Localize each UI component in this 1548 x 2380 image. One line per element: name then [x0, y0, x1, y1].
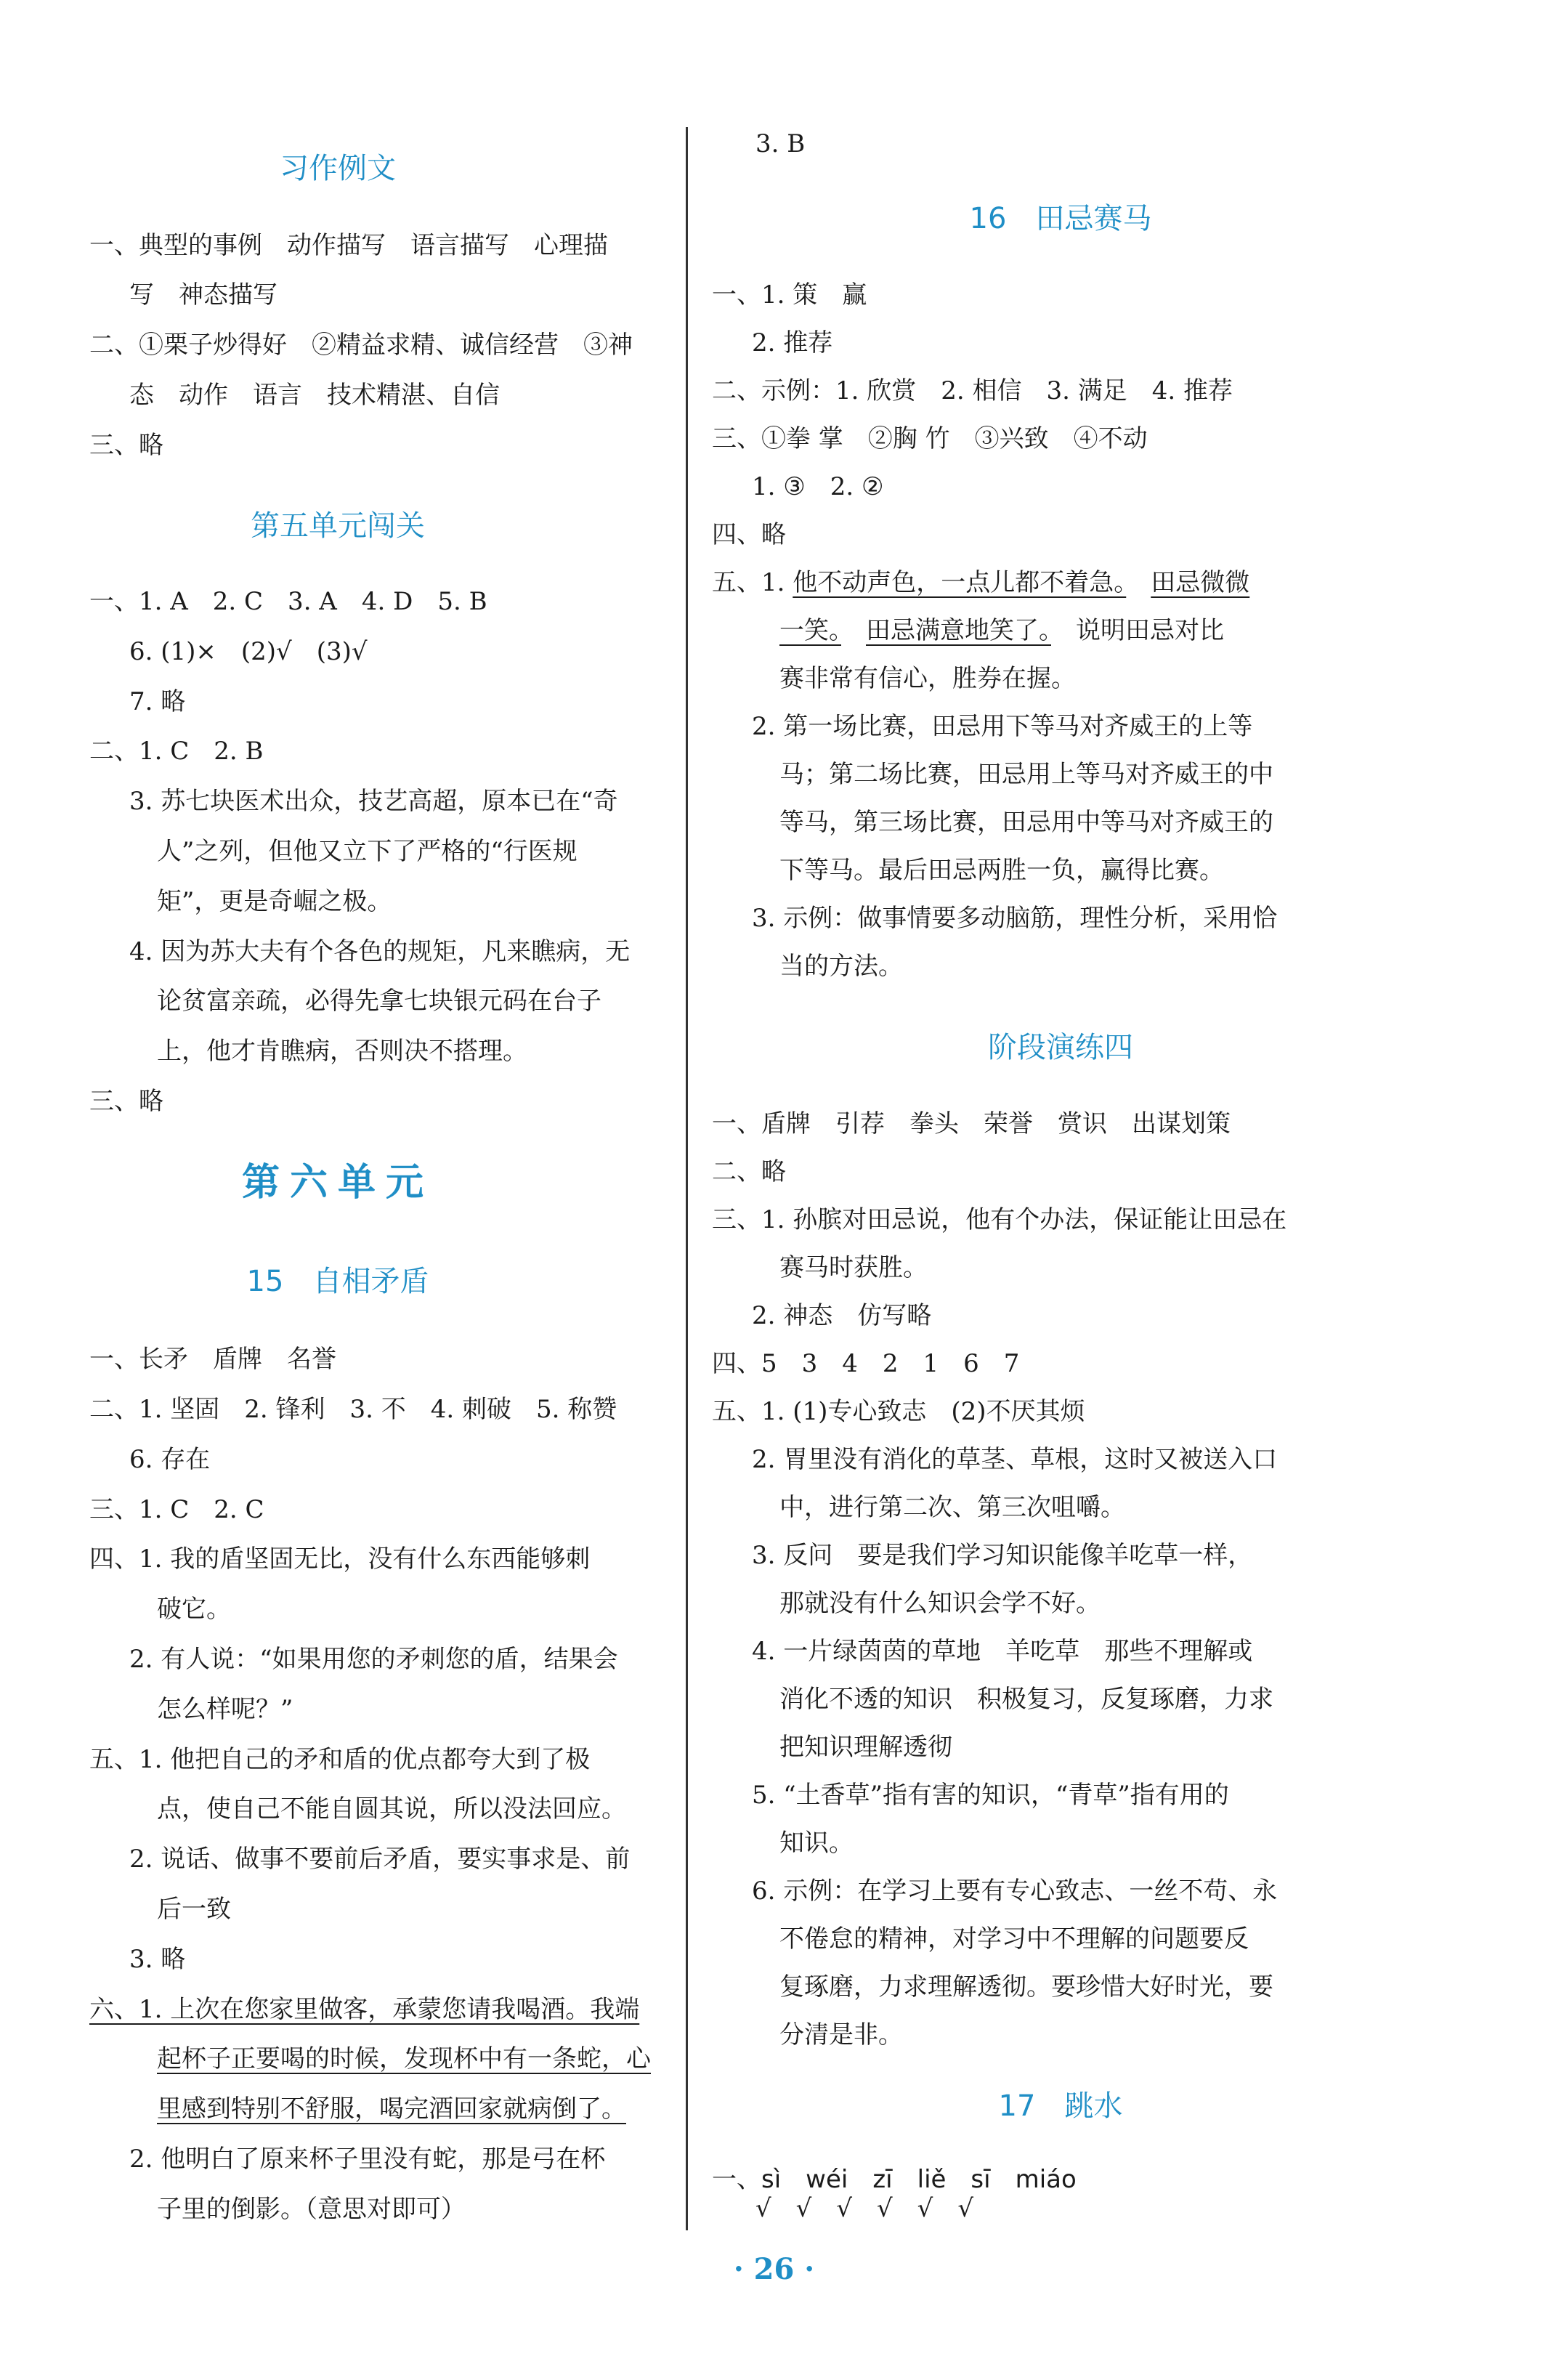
answer-line: 2. 胃里没有消化的草茎、草根，这时又被送入口 [752, 1445, 1278, 1474]
answer-line: 分清是非。 [779, 2020, 903, 2049]
answer-line: 四、5 3 4 2 1 6 7 [712, 1349, 1020, 1378]
answer-line-underlined: 里感到特别不舒服，喝完酒回家就病倒了。 [157, 2094, 626, 2124]
section-heading-16: 16 田忌赛马 [969, 202, 1152, 235]
answer-line: 等马，第三场比赛，田忌用中等马对齐威王的 [779, 808, 1273, 837]
spacer [1126, 568, 1151, 597]
answer-line: 赛马时获胜。 [779, 1253, 928, 1282]
answer-line: 后一致 [157, 1895, 231, 1924]
unit-title: 第六单元 [241, 1160, 434, 1205]
answer-line: 2. 推荐 [752, 328, 833, 357]
answer-line: 点，使自己不能自圆其说，所以没法回应。 [157, 1794, 626, 1824]
answer-line: 4. 因为苏大夫有个各色的规矩，凡来瞧病，无 [129, 937, 631, 966]
section-heading-17: 17 跳水 [998, 2089, 1123, 2123]
answer-line: 中，进行第二次、第三次咀嚼。 [779, 1493, 1125, 1522]
answer-line: 3. 略 [129, 1945, 186, 1974]
item-number: 五、1. [712, 568, 793, 597]
answer-line: 6. 示例：在学习上要有专心致志、一丝不苟、永 [752, 1877, 1278, 1906]
answer-line: 怎么样呢？” [157, 1695, 293, 1724]
answer-line: 上，他才肯瞧病，否则决不搭理。 [157, 1037, 527, 1066]
pinyin-line: 一、sì wéi zī liě sī miáo [712, 2165, 1077, 2194]
underlined-answer: 田忌微微 [1151, 568, 1250, 597]
answer-line: 2. 第一场比赛，田忌用下等马对齐威王的上等 [752, 712, 1253, 741]
answer-line: 破它。 [157, 1595, 231, 1624]
answer-line: 矩”，更是奇崛之极。 [157, 887, 392, 916]
answer-line: 一、典型的事例 动作描写 语言描写 心理描 [89, 231, 608, 260]
answer-line: 三、1. 孙膑对田忌说，他有个办法，保证能让田忌在 [712, 1205, 1287, 1234]
answer-line [712, 568, 1249, 597]
answer-line: 7. 略 [129, 687, 186, 716]
answer-line: 一、1. 策 赢 [712, 280, 867, 309]
section-heading-15: 15 自相矛盾 [246, 1265, 429, 1298]
answer-line: 二、示例：1. 欣赏 2. 相信 3. 满足 4. 推荐 [712, 376, 1233, 405]
answer-line: 态 动作 语言 技术精湛、自信 [129, 381, 500, 410]
page-number: · 26 · [733, 2252, 815, 2286]
answer-line: 3. 示例：做事情要多动脑筋，理性分析，采用恰 [752, 904, 1278, 933]
answer-line: 三、略 [89, 431, 163, 460]
answer-line: 6. (1)× (2)√ (3)√ [129, 637, 368, 666]
answer-line: 三、略 [89, 1087, 163, 1116]
check-marks: √ √ √ √ √ √ [755, 2194, 973, 2223]
answer-line: 子里的倒影。（意思对即可） [157, 2195, 466, 2224]
answer-line: 那就没有什么知识会学不好。 [779, 1589, 1101, 1618]
answer-line: 三、①拳 掌 ②胸 竹 ③兴致 ④不动 [712, 424, 1148, 453]
answer-line: 1. ③ 2. ② [752, 472, 884, 501]
answer-line: 论贫富亲疏，必得先拿七块银元码在台子 [157, 987, 601, 1016]
underlined-answer: 田忌满意地笑了。 [866, 616, 1051, 645]
answer-line: 3. 反问 要是我们学习知识能像羊吃草一样， [752, 1541, 1253, 1570]
section-heading-unit5: 第五单元闯关 [251, 509, 425, 543]
answer-line: 五、1. 他把自己的矛和盾的优点都夸大到了极 [89, 1745, 591, 1774]
section-heading-xizuo: 习作例文 [280, 152, 396, 185]
answer-line: 4. 一片绿茵茵的草地 羊吃草 那些不理解或 [752, 1637, 1253, 1666]
answer-line: 3. 苏七块医术出众，技艺高超，原本已在“奇 [129, 787, 618, 816]
answer-line: 3. B [755, 129, 806, 158]
answer-line: 5. “土香草”指有害的知识，“青草”指有用的 [752, 1781, 1229, 1810]
answer-line: 消化不透的知识 积极复习，反复琢磨，力求 [779, 1685, 1273, 1714]
answer-line: 2. 说话、做事不要前后矛盾，要实事求是、前 [129, 1845, 631, 1874]
answer-line: 二、略 [712, 1157, 786, 1186]
answer-line: 2. 神态 仿写略 [752, 1301, 932, 1330]
answer-line: 一、盾牌 引荐 拳头 荣誉 赏识 出谋划策 [712, 1109, 1231, 1138]
answer-line: 二、①栗子炒得好 ②精益求精、诚信经营 ③神 [89, 331, 633, 360]
answer-line [779, 616, 1224, 645]
answer-line: 一、长矛 盾牌 名誉 [89, 1345, 336, 1374]
spacer [841, 616, 866, 645]
underlined-answer: 他不动声色，一点儿都不着急。 [793, 568, 1127, 597]
answer-line: 三、1. C 2. C [89, 1495, 264, 1524]
answer-line: 二、1. 坚固 2. 锋利 3. 不 4. 刺破 5. 称赞 [89, 1395, 617, 1424]
answer-line: 6. 存在 [129, 1445, 211, 1474]
column-divider [686, 127, 688, 2230]
answer-line: 2. 他明白了原来杯子里没有蛇，那是弓在杯 [129, 2145, 606, 2174]
answer-line: 赛非常有信心，胜券在握。 [779, 664, 1076, 693]
answer-line: 写 神态描写 [129, 280, 277, 309]
answer-line: 复琢磨，力求理解透彻。要珍惜大好时光，要 [779, 1972, 1273, 2001]
answer-line: 2. 有人说：“如果用您的矛刺您的盾，结果会 [129, 1645, 618, 1674]
section-heading-jieduan: 阶段演练四 [988, 1031, 1133, 1064]
underlined-answer: 一笑。 [779, 616, 841, 645]
answer-line: 不倦怠的精神，对学习中不理解的问题要反 [779, 1924, 1249, 1954]
answer-line: 四、略 [712, 520, 786, 549]
answer-line: 一、1. A 2. C 3. A 4. D 5. B [89, 587, 487, 616]
answer-line: 知识。 [779, 1829, 854, 1858]
answer-line: 把知识理解透彻 [779, 1733, 952, 1762]
answer-line: 马；第二场比赛，田忌用上等马对齐威王的中 [779, 760, 1273, 789]
answer-line: 四、1. 我的盾坚固无比，没有什么东西能够刺 [89, 1545, 591, 1574]
answer-line: 当的方法。 [779, 952, 903, 981]
answer-line: 人”之列，但他又立下了严格的“行医规 [157, 837, 578, 866]
answer-line: 五、1. (1)专心致志 (2)不厌其烦 [712, 1397, 1085, 1426]
answer-line: 二、1. C 2. B [89, 737, 264, 766]
answer-line: 下等马。最后田忌两胜一负，赢得比赛。 [779, 856, 1224, 885]
answer-text: 说明田忌对比 [1051, 616, 1224, 645]
answer-line-underlined: 六、1. 上次在您家里做客，承蒙您请我喝酒。我端 [89, 1995, 640, 2024]
answer-line-underlined: 起杯子正要喝的时候，发现杯中有一条蛇，心 [157, 2044, 651, 2073]
